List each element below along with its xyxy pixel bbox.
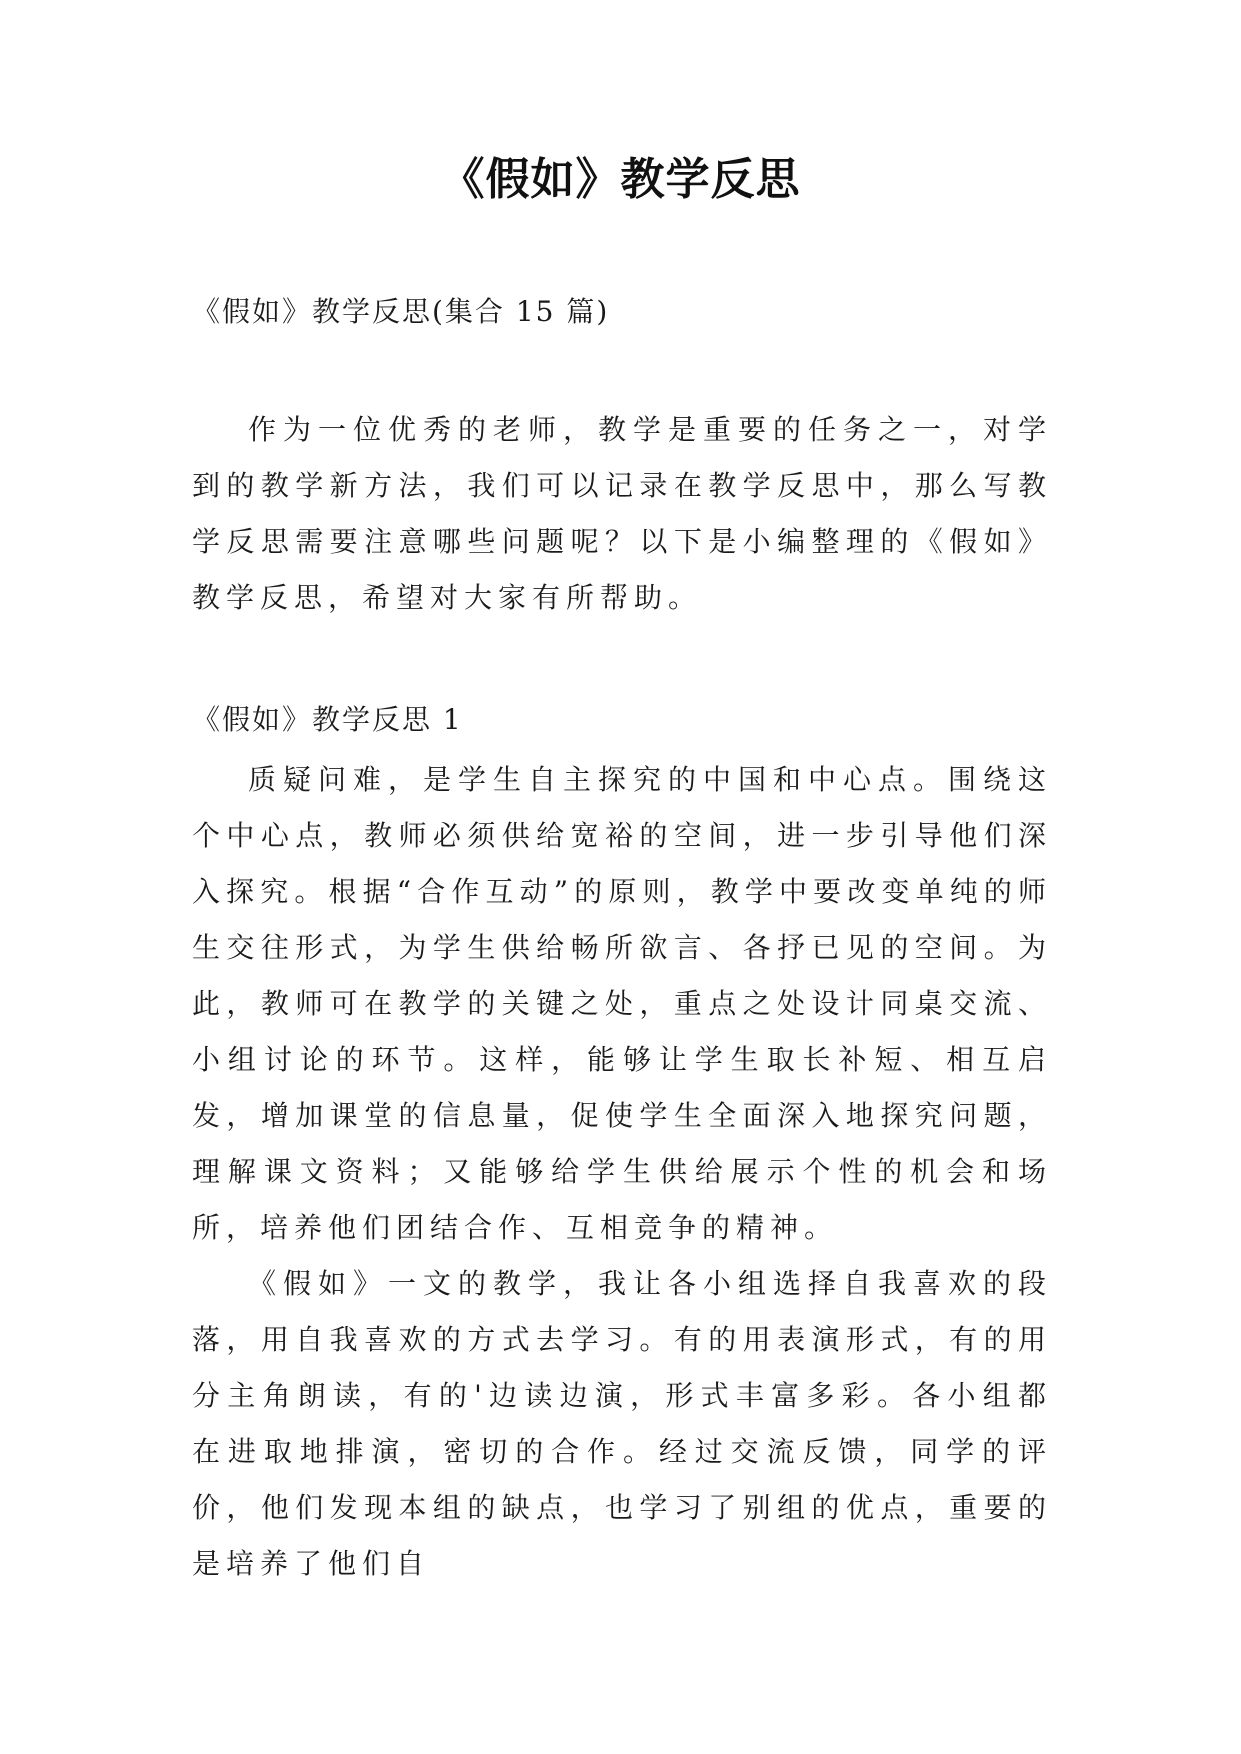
document-subtitle: 《假如》教学反思(集合 15 篇) bbox=[192, 295, 610, 328]
section-1-heading: 《假如》教学反思 1 bbox=[192, 703, 463, 736]
section-1-body bbox=[192, 752, 1052, 1592]
section-1-paragraph-2: 《假如》一文的教学，我让各小组选择自我喜欢的段落，用自我喜欢的方式去学习。有的用表演形式，有的用分主角朗读，有的'边读边演，形式丰富多彩。各小组都在进取地排演，密切的合作。经过交流反馈，同学的评价，他们发现本组的缺点，也学习了别组的优点，重要的是培养了他们自 bbox=[192, 1267, 1052, 1580]
intro-block bbox=[192, 402, 1052, 626]
section-1-paragraph-1: 质疑问难，是学生自主探究的中国和中心点。围绕这个中心点，教师必须供给宽裕的空间，进一步引导他们深入探究。根据“合作互动”的原则，教学中要改变单纯的师生交往形式，为学生供给畅所欲言、各抒已见的空间。为此，教师可在教学的关键之处，重点之处设计同桌交流、小组讨论的环节。这样，能够让学生取长补短、相互启发，增加课堂的信息量，促使学生全面深入地探究问题，理解课文资料；又能够给学生供给展示个性的机会和场所，培养他们团结合作、互相竞争的精神。 bbox=[192, 763, 1052, 1244]
document-title: 《假如》教学反思 bbox=[440, 154, 801, 205]
intro-paragraph: 作为一位优秀的老师，教学是重要的任务之一，对学到的教学新方法，我们可以记录在教学反思中，那么写教学反思需要注意哪些问题呢？以下是小编整理的《假如》教学反思，希望对大家有所帮助。 bbox=[192, 413, 1052, 614]
